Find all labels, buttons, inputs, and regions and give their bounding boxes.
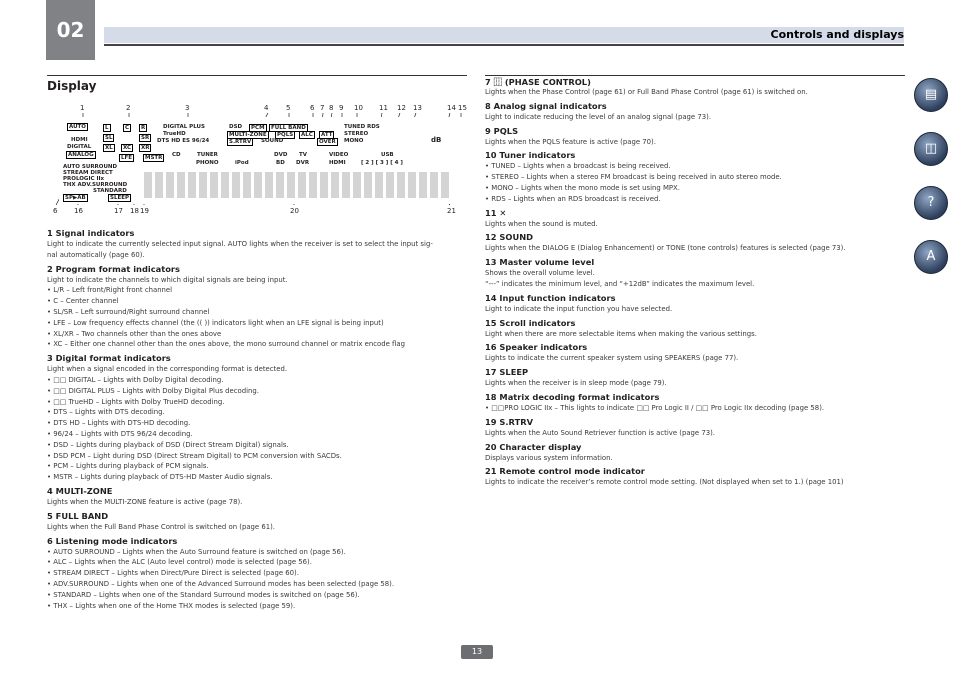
matrix-character (386, 172, 394, 198)
section-text: • TUNED – Lights when a broadcast is being received. (485, 162, 671, 171)
speaker-indicator: SP▶AB (65, 195, 86, 201)
callout-number: 7 (320, 104, 325, 112)
section-heading: 9 PQLS (485, 125, 519, 136)
section-text: • XL/XR – Two channels other than the ones above (47, 329, 222, 338)
book-icon[interactable]: ▤ (914, 78, 948, 112)
section-heading: 20 Character display (485, 441, 582, 452)
mstr-indicator: MSTR (145, 155, 163, 161)
input-cd: CD (172, 152, 181, 158)
matrix-character (298, 172, 306, 198)
section-text: • RDS – Lights when an RDS broadcast is received. (485, 194, 661, 203)
callout-number: 5 (286, 104, 291, 112)
section-text: • LFE – Low frequency effects channel (the (( )) indicators light when an LFE signal is being input) (47, 318, 384, 327)
pcm-indicator: PCM (251, 125, 265, 131)
section-heading: 2 Program format indicators (47, 263, 180, 274)
section-heading: 15 Scroll indicators (485, 317, 576, 328)
matrix-character (419, 172, 427, 198)
section-heading: 19 S.RTRV (485, 416, 534, 427)
section-text: Light to indicate the currently selected input signal. AUTO lights when the receiver is set to select the input sig- (47, 240, 433, 248)
section-heading: 4 MULTI-ZONE (47, 486, 113, 496)
mono-indicator: MONO (344, 138, 364, 144)
matrix-character (364, 172, 372, 198)
callout-number: 3 (185, 104, 190, 112)
section-heading: 18 Matrix decoding format indicators (485, 392, 660, 402)
section-text: Lights when the MULTI-ZONE feature is active (page 78). (47, 498, 243, 506)
ch-sr: SR (141, 135, 150, 141)
callout-number: 19 (140, 207, 149, 215)
section-text: • THX – Lights when one of the Home THX modes is selected (page 59). (47, 601, 296, 610)
input-tv: TV (299, 152, 308, 158)
section-heading: 16 Speaker indicators (485, 342, 588, 353)
section-text: Lights when the Phase Control (page 61) or Full Band Phase Control (page 61) is switched on. (485, 88, 808, 96)
input-usb: USB (381, 152, 394, 158)
section-heading: 11 ✕ (485, 207, 507, 218)
truehd-indicator: TrueHD (163, 131, 186, 137)
section-text: • DSD – Lights during playback of DSD (Direct Stream Digital) signals. (47, 440, 289, 449)
callout-number: 4 (264, 104, 269, 112)
ch-xc: XC (123, 145, 132, 151)
matrix-character (353, 172, 361, 198)
section-heading: 8 Analog signal indicators (485, 100, 607, 111)
section-text: Lights when the Auto Sound Retriever function is active (page 73). (485, 428, 716, 437)
ch-c: C (125, 125, 130, 131)
section-text: Lights when the Full Band Phase Control is switched on (page 61). (47, 522, 275, 531)
matrix-character (331, 172, 339, 198)
section-text: Light to indicate the channels to which digital signals are being input. (47, 275, 288, 284)
page-number: 13 (461, 645, 493, 659)
matrix-character (397, 172, 405, 198)
tuned-indicator: TUNED (344, 124, 366, 130)
matrix-character (188, 172, 196, 198)
digital-indicator: DIGITAL (67, 144, 92, 150)
input-tuner: TUNER (197, 152, 218, 158)
callout-number: 21 (447, 207, 456, 215)
section-text: • PCM – Lights during playback of PCM signals. (47, 462, 209, 471)
callout-number: 20 (290, 207, 299, 215)
pqls-indicator: PQLS (277, 132, 294, 138)
ch-xl: XL (105, 145, 113, 151)
section-heading: 10 Tuner indicators (485, 150, 576, 161)
matrix-character (342, 172, 350, 198)
matrix-character (166, 172, 174, 198)
rds-indicator: RDS (367, 124, 380, 130)
tools-icon[interactable]: A (914, 240, 948, 274)
standard-indicator: STANDARD (93, 188, 127, 194)
section-text: • □□ TrueHD – Lights with Dolby TrueHD decoding. (47, 397, 225, 406)
section-heading: 12 SOUND (485, 232, 534, 243)
faq-icon[interactable]: ? (914, 186, 948, 220)
section-text: Lights when the receiver is in sleep mode (page 79). (485, 379, 667, 388)
callout-number: 15 (458, 104, 467, 112)
section-heading: 21 Remote control mode indicator (485, 466, 645, 477)
section-text: • SL/SR – Left surround/Right surround channel (47, 308, 210, 316)
multizone-indicator: MULTI-ZONE (229, 132, 267, 138)
matrix-character (254, 172, 262, 198)
matrix-character (232, 172, 240, 198)
section-heading: 3 Digital format indicators (47, 353, 171, 364)
callout-number: 6 (310, 104, 315, 112)
db-indicator: dB (431, 136, 442, 144)
section-text: Light when a signal encoded in the corresponding format is detected. (47, 365, 288, 374)
input-dvr: DVR (296, 160, 310, 166)
section-heading: 5 FULL BAND (47, 510, 109, 521)
section-text: • ADV.SURROUND – Lights when one of the Advanced Surround modes has been selected (page 58). (47, 580, 395, 588)
callout-number: 2 (126, 104, 131, 112)
section-text: • MSTR – Lights during playback of DTS-HD Master Audio signals. (47, 473, 273, 482)
section-text: • DSD PCM – Light during DSD (Direct Stream Digital) to PCM conversion with SACDs. (47, 451, 342, 460)
prologic-indicator: PROLOGIC IIx (63, 176, 105, 182)
header-title: Controls and displays (770, 28, 904, 41)
dd-digital-plus: DIGITAL PLUS (163, 124, 205, 130)
chapter-number: 02 (56, 18, 85, 42)
matrix-character (155, 172, 163, 198)
section-text: • STANDARD – Lights when one of the Standard Surround modes is switched on (page 56). (47, 590, 360, 599)
matrix-character (441, 172, 449, 198)
ch-xr: XR (141, 145, 150, 151)
full-band-indicator: FULL BAND (271, 125, 306, 131)
matrix-character (265, 172, 273, 198)
matrix-character (430, 172, 438, 198)
over-indicator: OVER (319, 139, 336, 145)
matrix-character (177, 172, 185, 198)
section-text: Lights to indicate the current speaker system using SPEAKERS (page 77). (485, 354, 739, 363)
callout-number: 11 (379, 104, 388, 112)
hdmi-indicator: HDMI (71, 137, 88, 143)
input-ipod: iPod (235, 160, 249, 166)
callout-number: 10 (354, 104, 363, 112)
matrix-character (210, 172, 218, 198)
matrix-character (221, 172, 229, 198)
remote-icon[interactable]: ◫ (914, 132, 948, 166)
callout-number: 8 (329, 104, 334, 112)
stream-direct-indicator: STREAM DIRECT (63, 170, 113, 176)
callout-number: 18 (130, 207, 139, 215)
sleep-indicator: SLEEP (110, 195, 130, 201)
section-heading: 7 ⿲ (PHASE CONTROL) (485, 77, 591, 87)
section-text: Lights when the DIALOG E (Dialog Enhancement) or TONE (tone controls) features is selected (page 73). (485, 244, 846, 253)
section-text: • □□ DIGITAL – Lights with Dolby Digital decoding. (47, 376, 224, 384)
srtrv-indicator: S.RTRV (229, 139, 252, 145)
section-text: Lights when the sound is muted. (485, 219, 598, 228)
auto-surround-indicator: AUTO SURROUND (63, 164, 118, 170)
section-text: nal automatically (page 60). (47, 250, 145, 259)
dsd-indicator: DSD (229, 124, 243, 130)
matrix-character (243, 172, 251, 198)
section-heading: 1 Signal indicators (47, 228, 135, 238)
stereo-indicator: STEREO (344, 131, 369, 137)
input-bd: BD (276, 160, 285, 166)
matrix-character (375, 172, 383, 198)
section-text: • DTS – Lights with DTS decoding. (47, 408, 165, 417)
callout-number: 1 (80, 104, 85, 112)
att-indicator: ATT (321, 132, 333, 138)
callout-number: 14 (447, 104, 456, 112)
callout-number: 9 (339, 104, 344, 112)
input-hdmi: HDMI (329, 160, 346, 166)
section-text: • □□PRO LOGIC IIx – This lights to indicate □□ Pro Logic II / □□ Pro Logic IIx decoding (page 58). (485, 404, 825, 412)
input-dvd: DVD (274, 152, 288, 158)
section-text: • MONO – Lights when the mono mode is set using MPX. (485, 184, 680, 192)
thx-adv-indicator: THX ADV.SURROUND (63, 182, 128, 188)
matrix-character (144, 172, 152, 198)
ch-l: L (105, 125, 109, 131)
input-phono: PHONO (196, 160, 219, 166)
ch-lfe: LFE (121, 155, 133, 161)
dts-indicators: DTS HD ES 96/24 (157, 138, 210, 144)
section-text: • L/R – Left front/Right front channel (47, 286, 173, 295)
display-title: Display (47, 79, 97, 93)
section-text: • DTS HD – Lights with DTS-HD decoding. (47, 419, 191, 428)
section-text: Lights to indicate the receiver’s remote control mode setting. (Not displayed when set to 1.) (page 101) (485, 478, 844, 487)
ch-r: R (141, 125, 146, 131)
section-text: • STREAM DIRECT – Lights when Direct/Pure Direct is selected (page 60). (47, 569, 299, 578)
input-numbers: [ 2 ] [ 3 ] [ 4 ] (361, 160, 403, 166)
input-video: VIDEO (329, 152, 349, 158)
matrix-character (309, 172, 317, 198)
section-text: Light to indicate reducing the level of an analog signal (page 73). (485, 112, 712, 121)
callout-number: 17 (114, 207, 123, 215)
sound-indicator: SOUND (261, 138, 284, 144)
section-text: • ALC – Lights when the ALC (Auto level control) mode is selected (page 56). (47, 558, 312, 567)
callout-number: 6 (53, 207, 58, 215)
matrix-character (287, 172, 295, 198)
section-text: Light to indicate the input function you have selected. (485, 304, 673, 313)
section-text: • 96/24 – Lights with DTS 96/24 decoding. (47, 430, 193, 438)
ch-sl: SL (105, 135, 113, 141)
section-heading: 13 Master volume level (485, 257, 595, 268)
section-text: “---” indicates the minimum level, and “+12dB” indicates the maximum level. (485, 280, 755, 288)
matrix-character (276, 172, 284, 198)
section-text: Lights when the PQLS feature is active (page 70). (485, 137, 656, 146)
callout-number: 16 (74, 207, 83, 215)
section-text: Displays various system information. (485, 453, 613, 462)
section-text: • STEREO – Lights when a stereo FM broadcast is being received in auto stereo mode. (485, 173, 782, 182)
section-heading: 6 Listening mode indicators (47, 535, 178, 546)
callout-number: 12 (397, 104, 406, 112)
section-text: • XC – Either one channel other than the ones above, the mono surround channel or matrix encode flag (47, 340, 405, 349)
matrix-character (320, 172, 328, 198)
section-heading: 14 Input function indicators (485, 292, 616, 303)
matrix-character (408, 172, 416, 198)
section-text: Shows the overall volume level. (485, 269, 595, 278)
section-heading: 17 SLEEP (485, 367, 529, 378)
section-text: • AUTO SURROUND – Lights when the Auto Surround feature is switched on (page 56). (47, 547, 346, 556)
auto-indicator: AUTO (69, 124, 86, 130)
analog-indicator: ANALOG (68, 152, 94, 158)
section-text: • C – Center channel (47, 297, 119, 306)
callout-number: 13 (413, 104, 422, 112)
matrix-character (199, 172, 207, 198)
alc-indicator: ALC (301, 132, 313, 138)
section-text: Light when there are more selectable items when making the various settings. (485, 329, 757, 338)
section-text: • □□ DIGITAL PLUS – Lights with Dolby Digital Plus decoding. (47, 386, 259, 395)
